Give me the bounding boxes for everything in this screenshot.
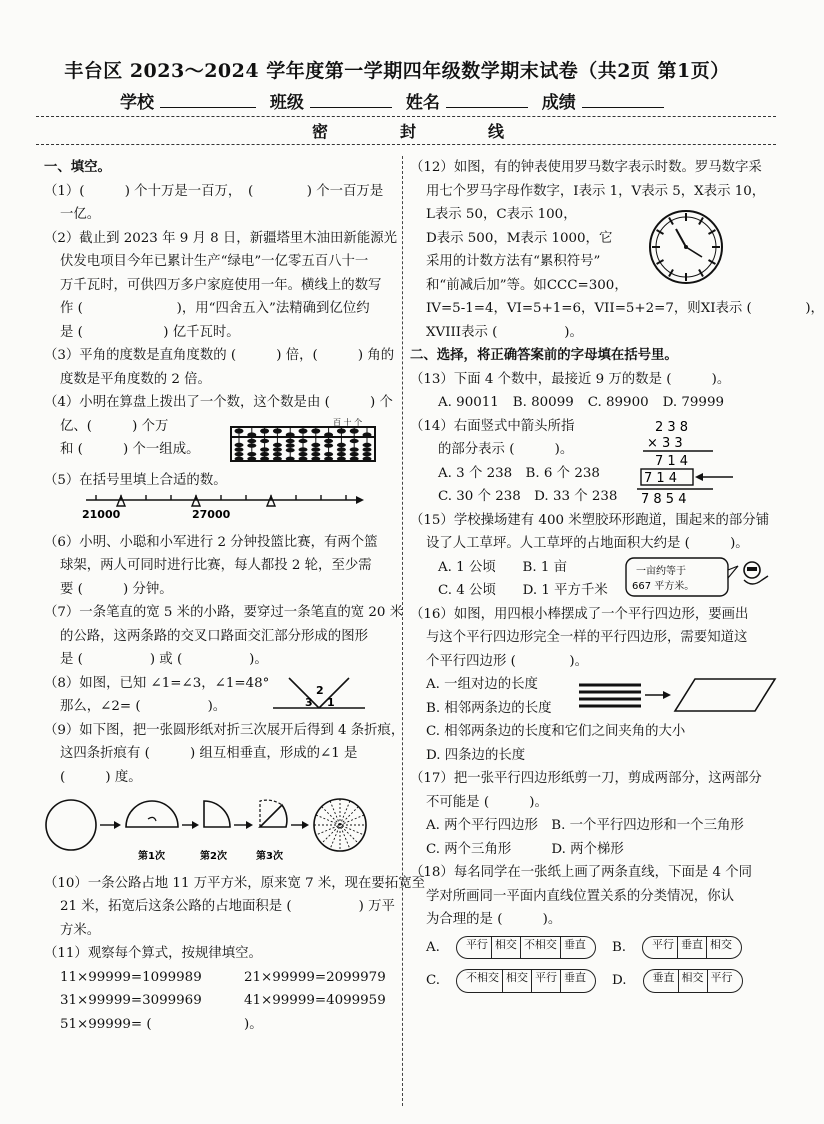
q14-line2: 的部分表示 ( )。 <box>438 442 574 457</box>
abacus-bead <box>350 452 359 456</box>
q15-options-2[interactable]: C. 4 公顷 D. 1 平方千米 <box>438 583 608 598</box>
q13-option-d[interactable]: D. 79999 <box>662 395 724 410</box>
q17-options-2[interactable]: C. 两个三角形 D. 两个梯形 <box>426 841 624 857</box>
class-blank[interactable] <box>310 91 392 108</box>
q18-option-b-label[interactable]: B. <box>611 939 627 955</box>
abacus-bead <box>325 432 334 437</box>
abacus-bead <box>350 456 359 460</box>
abacus-bead <box>273 447 282 451</box>
abacus-bead <box>337 447 346 451</box>
angle-label-1: 1 <box>327 695 335 709</box>
oval-c-3: 平行 <box>531 970 560 992</box>
page-title: 丰台区 2023～2024 学年度第一学期四年级数学期末试卷（共2页 第1页） <box>64 60 730 82</box>
q2-line4: 作 ( )，用“四舍五入”法精确到亿位约 <box>60 301 370 316</box>
calc-row-3: 7 1 4 <box>655 453 689 469</box>
q6-line1: （6）小明、小聪和小军进行 2 分钟投篮比赛，有两个篮 <box>44 534 378 550</box>
abacus-bead <box>337 456 346 460</box>
q1-line1: （1）( ) 个十万是一百万， ( ) 个一百万是 <box>44 183 384 199</box>
q17-line1: （17）把一张平行四边形纸剪一刀，剪成两部分，这两部分 <box>410 771 762 786</box>
clock-numeral-mark <box>699 270 703 277</box>
q12-line3: L表示 50，C表示 100， <box>426 207 577 222</box>
abacus-bead <box>286 456 295 460</box>
eq-2: 21×99999=2099979 <box>244 969 386 985</box>
abacus-bead <box>363 442 372 446</box>
q16-option-c[interactable]: C. 相邻两条边的长度和它们之间夹角的大小 <box>426 724 686 739</box>
class-label: 班级 <box>269 93 304 113</box>
clock-numeral-mark <box>656 230 663 234</box>
clock-numeral-mark <box>656 260 663 264</box>
student-info-row <box>120 88 672 113</box>
section1-heading: 一、填空。 <box>44 159 111 175</box>
q12-line8: XVIII表示 ( )。 <box>426 324 583 340</box>
q17-options-1[interactable]: A. 两个平行四边形 B. 一个平行四边形和一个三角形 <box>426 818 744 833</box>
abacus-bead <box>261 428 270 433</box>
q3-line2: 度数是平角度数的 2 倍。 <box>60 371 211 387</box>
abacus-bead <box>261 438 270 442</box>
hint-bubble-line1: 一亩约等于 <box>635 565 686 577</box>
paper-fold-figure <box>44 795 394 863</box>
number-line-arrow-icon <box>267 496 275 506</box>
score-blank[interactable] <box>582 91 664 108</box>
abacus-bead <box>337 452 346 456</box>
eq-5: 51×99999= ( <box>60 1016 152 1032</box>
oval-c-2: 相交 <box>502 970 531 992</box>
q1-line2: 一亿。 <box>60 207 101 222</box>
q10-line1: （10）一条公路占地 11 万平方米，原来宽 7 米，现在要拓宽至 <box>44 875 425 891</box>
abacus-bead <box>261 447 270 451</box>
q15-options-1[interactable]: A. 1 公顷 B. 1 亩 <box>438 559 568 575</box>
abacus-bead <box>299 438 308 442</box>
q9-line3: ( ) 度。 <box>60 769 142 785</box>
calc-row-4: 7 1 4 <box>644 470 678 486</box>
abacus-bead <box>286 432 295 437</box>
q7-line3: 是 ( ) 或 ( )。 <box>60 652 268 667</box>
q7-line2: 的公路，这两条路的交叉口路面交汇部分形成的图形 <box>60 628 368 644</box>
seal-word-2: 封 <box>400 122 417 141</box>
school-label: 学校 <box>120 93 154 113</box>
q11-text: （11）观察每个算式，按规律填空。 <box>44 946 262 961</box>
q15-line1: （15）学校操场建有 400 米塑胶环形跑道，围起来的部分铺 <box>410 512 770 528</box>
abacus-bead <box>235 456 244 460</box>
q4-block <box>44 415 399 463</box>
left-column <box>44 156 425 1036</box>
hint-bubble-line2: 667 平方米。 <box>631 580 694 592</box>
school-blank[interactable] <box>160 91 256 108</box>
calc-row-1: 2 3 8 <box>655 419 689 435</box>
q4-line2: 亿、( ) 个万 <box>60 418 169 434</box>
name-label: 姓名 <box>405 93 440 113</box>
q14-options-1[interactable]: A. 3 个 238 B. 6 个 238 <box>438 465 600 481</box>
q18-option-a-diagram[interactable] <box>456 936 596 960</box>
q12-line5: 采用的计数方法有“累积符号” <box>426 254 601 269</box>
eq-3: 31×99999=3099969 <box>60 993 202 1008</box>
q15-line2: 设了人工草坪。人工草坪的占地面积大约是 ( )。 <box>426 536 749 551</box>
seal-line <box>36 112 776 148</box>
q18-row-cd <box>410 969 780 993</box>
right-column <box>410 156 824 993</box>
number-line-label-b: 27000 <box>192 508 231 521</box>
abacus-bead <box>235 442 244 446</box>
abacus-bead <box>235 452 244 456</box>
abacus-bead <box>286 448 295 452</box>
clock-numeral-mark <box>669 270 673 277</box>
oval-d-3: 平行 <box>707 970 736 992</box>
seal-dash-bottom <box>36 144 776 145</box>
abacus-place-label: 百 十 个 <box>333 417 363 427</box>
oval-c-4: 垂直 <box>560 970 589 992</box>
q18-line1: （18）每名同学在一张纸上画了两条直线，下面是 4 个同 <box>410 865 753 880</box>
seal-word-3: 线 <box>488 122 505 141</box>
name-blank[interactable] <box>446 91 528 108</box>
q2-line5: 是 ( ) 亿千瓦时。 <box>60 324 240 340</box>
q16-option-a[interactable]: A. 一组对边的长度 <box>426 677 538 692</box>
column-divider <box>402 156 403 1106</box>
oval-a-2: 相交 <box>491 937 520 959</box>
q11-row1 <box>44 966 399 990</box>
oval-b-1: 平行 <box>652 937 675 951</box>
seal-word-1: 密 <box>312 122 329 141</box>
abacus-bead <box>273 442 282 446</box>
q16-line3: 个平行四边形 ( )。 <box>426 653 589 669</box>
q16-line2: 与这个平行四边形完全一样的平行四边形，需要知道这 <box>426 630 748 645</box>
score-label: 成绩 <box>541 93 576 113</box>
oval-b-3: 相交 <box>706 937 735 959</box>
abacus-bead <box>350 438 359 442</box>
number-line-label-a: 21000 <box>82 508 121 521</box>
q13-option-c[interactable]: C. 89900 <box>587 395 649 410</box>
q18-option-d-diagram[interactable] <box>643 969 743 993</box>
abacus-bead <box>299 456 308 460</box>
q18-line3: 为合理的是 ( )。 <box>426 912 562 927</box>
q18-option-b-diagram[interactable] <box>642 936 742 960</box>
fold-step-3: 第3次 <box>256 851 283 862</box>
q12-line2: 用七个罗马字母作数字，I表示 1，V表示 5，X表示 10， <box>426 183 766 199</box>
abacus-bead <box>273 452 282 456</box>
section2-heading: 二、选择，将正确答案前的字母填在括号里。 <box>410 347 678 363</box>
abacus-bead <box>325 438 334 442</box>
abacus-bead <box>350 428 359 433</box>
q18-row-ab <box>410 936 780 960</box>
vertical-multiplication-figure <box>633 417 743 509</box>
angle-label-2: 2 <box>316 683 324 697</box>
abacus-bead <box>273 428 282 433</box>
abacus-bead <box>312 452 321 456</box>
q13-options <box>410 391 780 415</box>
q10-line2: 21 米，拓宽后这条公路的占地面积是 ( ) 万平 <box>60 899 395 914</box>
abacus-bead <box>325 456 334 460</box>
q17-line2: 不可能是 ( )。 <box>426 794 548 810</box>
q6-line3: 要 ( ) 分钟。 <box>60 581 173 597</box>
q12-block <box>410 203 780 297</box>
oval-a-4: 垂直 <box>560 937 589 959</box>
abacus-bead <box>248 432 257 437</box>
q15-block <box>410 556 780 603</box>
oval-a-3: 不相交 <box>520 937 560 959</box>
q12-line4: D表示 500，M表示 1000，它 <box>426 230 613 246</box>
q18-option-c-label[interactable]: C. <box>426 973 441 988</box>
q13-text: （13）下面 4 个数中，最接近 9 万的数是 ( )。 <box>410 371 731 387</box>
q3-line1: （3）平角的度数是直角度数的 ( ) 倍，( ) 角的 <box>44 348 395 363</box>
clock-numeral-mark <box>708 260 715 264</box>
eq-5-end: )。 <box>244 1016 263 1032</box>
q16-block <box>410 673 780 720</box>
abacus-bead <box>363 447 372 451</box>
q7-line1: （7）一条笔直的宽 5 米的小路，要穿过一条笔直的宽 20 米 <box>44 605 404 620</box>
parallelogram-shape <box>675 679 775 711</box>
calc-row-2: × 3 3 <box>647 435 684 451</box>
oval-b-2: 垂直 <box>677 937 706 959</box>
abacus-bead <box>273 456 282 460</box>
abacus-bead <box>312 428 321 433</box>
eq-1: 11×99999=1099989 <box>60 969 202 985</box>
calc-arrow-icon <box>695 473 703 481</box>
q13-option-a[interactable]: A. 90011 <box>438 395 499 410</box>
angle-label-3: 3 <box>305 695 313 709</box>
abacus-bead <box>286 443 295 447</box>
q18-option-d-label[interactable]: D. <box>612 973 627 988</box>
q11-row3 <box>44 1013 399 1037</box>
eq-4: 41×99999=4099959 <box>244 993 386 1008</box>
abacus-bead <box>363 456 372 460</box>
number-line-figure <box>82 492 386 522</box>
q12-line6: 和“前减后加”等。如CCC=300， <box>426 277 628 293</box>
abacus-bead <box>235 428 244 433</box>
q5-text: （5）在括号里填上合适的数。 <box>44 472 227 488</box>
abacus-bead <box>337 428 346 433</box>
abacus-bead <box>363 452 372 456</box>
oval-d-2: 相交 <box>678 970 707 992</box>
fold-step-2: 第2次 <box>200 851 227 862</box>
q8-block <box>44 672 399 719</box>
q9-line2: 这四条折痕有 ( ) 组互相垂直，形成的∠1 是 <box>60 746 358 761</box>
sticks-to-parallelogram-figure <box>579 675 779 715</box>
abacus-bead <box>363 432 372 437</box>
number-line-arrow-icon <box>192 496 200 506</box>
q8-line2: 那么，∠2= ( )。 <box>60 699 227 714</box>
q4-line3: 和 ( ) 个一组成。 <box>60 442 200 457</box>
abacus-bead <box>312 447 321 451</box>
abacus-bead <box>235 447 244 451</box>
abacus-bead <box>337 442 346 446</box>
roman-clock-figure <box>646 207 726 287</box>
abacus-bead <box>299 428 308 433</box>
abacus-bead <box>312 456 321 460</box>
abacus-bead <box>312 442 321 446</box>
hint-bubble-figure <box>624 556 774 600</box>
q2-line2: 伏发电项目今年已累计生产“绿电”一亿零五百八十一 <box>60 254 369 269</box>
clock-numeral-mark <box>708 230 715 234</box>
abacus-bead <box>248 452 257 456</box>
q4-line1: （4）小明在算盘上拨出了一个数，这个数是由 ( ) 个 <box>44 395 393 410</box>
q12-line7: IV=5-1=4，VI=5+1=6，VII=5+2=7，则XI表示 ( )， <box>426 301 824 316</box>
arrow-right-icon <box>663 691 671 699</box>
q18-option-a-label[interactable]: A. <box>426 939 440 955</box>
angle-figure <box>273 672 365 716</box>
q14-options-2[interactable]: C. 30 个 238 D. 33 个 238 <box>438 489 618 504</box>
q12-line1: （12）如图，有的钟表使用罗马数字表示时数。罗马数字采 <box>410 160 762 175</box>
abacus-bead <box>299 452 308 456</box>
clock-numeral-mark <box>699 218 703 225</box>
q16-option-d[interactable]: D. 四条边的长度 <box>426 747 526 763</box>
abacus-bead <box>350 447 359 451</box>
q6-line2: 球架，两人可同时进行比赛，每人都投 2 轮，至少需 <box>60 558 372 573</box>
fold-step-1: 第1次 <box>138 851 165 862</box>
q14-block <box>410 415 780 509</box>
q8-line1: （8）如图，已知 ∠1=∠3，∠1=48° <box>44 675 270 691</box>
abacus-bead <box>248 456 257 460</box>
q2-line3: 万千瓦时，可供四万多户家庭使用一年。横线上的数写 <box>60 277 382 293</box>
q18-option-c-diagram[interactable] <box>456 969 596 993</box>
abacus-bead <box>248 443 257 447</box>
abacus-bead <box>325 443 334 447</box>
abacus-bead <box>248 438 257 442</box>
clock-numeral-mark <box>669 218 673 225</box>
q9-line1: （9）如下图，把一张圆形纸对折三次展开后得到 4 条折痕， <box>44 722 405 738</box>
abacus-bead <box>286 438 295 442</box>
oval-a-1: 平行 <box>465 937 488 951</box>
q2-line1: （2）截止到 2023 年 9 月 8 日，新疆塔里木油田新能源光 <box>44 230 397 246</box>
q14-line1: （14）右面竖式中箭头所指 <box>410 418 575 434</box>
number-line-arrow-icon <box>117 496 125 506</box>
q16-option-b[interactable]: B. 相邻两条边的长度 <box>426 700 552 716</box>
calc-row-5: 7 8 5 4 <box>641 491 687 507</box>
q16-line1: （16）如图，用四根小棒摆成了一个平行四边形，要画出 <box>410 606 749 622</box>
q10-line3: 方米。 <box>60 922 101 938</box>
oval-c-1: 不相交 <box>466 971 500 984</box>
q11-row2 <box>44 989 399 1013</box>
oval-d-1: 垂直 <box>652 971 675 984</box>
q18-line2: 学对所画同一平面内直线位置关系的分类情况，你认 <box>426 888 734 904</box>
q13-option-b[interactable]: B. 80099 <box>512 395 574 410</box>
abacus-bead <box>325 452 334 456</box>
abacus-bead <box>299 447 308 451</box>
abacus-bead <box>261 456 270 460</box>
abacus-figure <box>229 417 379 463</box>
seal-dash-top <box>36 116 776 117</box>
abacus-bead <box>261 452 270 456</box>
